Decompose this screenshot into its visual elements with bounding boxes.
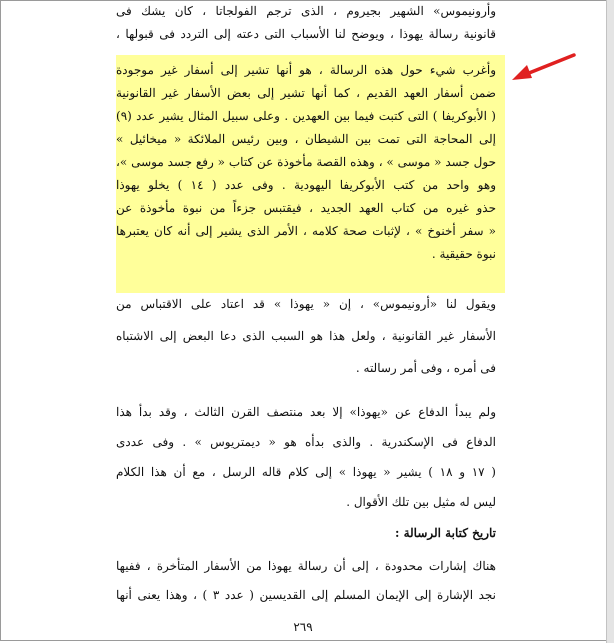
highlighted-line: ضمن أسفار العهد القديم ، كما أنها تشير إلى بعض الأسفار غير القانونية <box>116 86 496 100</box>
section-heading: تاريخ كتابة الرسالة : <box>394 526 496 540</box>
text-line: هناك إشارات محدودة ، إلى أن رسالة يهوذا من الأسفار المتأخرة ، ففيها <box>116 559 496 573</box>
highlighted-line: نبوة حقيقية . <box>431 247 496 261</box>
text-line: ويقول لنا «أرونيموس» ، إن « يهوذا » قد اعتاد على الاقتباس من <box>116 297 496 311</box>
highlighted-line: إلى المحاجة التى تمت بين الشيطان ، وبين رئيس الملائكة « ميخائيل » <box>116 132 496 146</box>
highlighted-line: « سفر أخنوخ » ، لإثبات صحة كلامه ، الأمر الذى يشير إلى أنه كان يعتبرها <box>116 224 496 238</box>
highlighted-line: حذو غيره من كتاب العهد الجديد ، فيقتبس جزءاً من نبوة مأخوذة عن <box>116 201 496 215</box>
highlighted-line: وأغرب شيء حول هذه الرسالة ، هو أنها تشير إلى أسفار غير موجودة <box>116 63 496 77</box>
text-line: فى أمره ، وفى أمر رسالته . <box>355 361 496 375</box>
vertical-scrollbar[interactable] <box>606 0 614 643</box>
page-number: ٢٦٩ <box>293 620 313 634</box>
highlighted-line: حول جسد « موسى » ، وهذه القصة مأخوذة عن كتاب « رفع جسد موسى »، <box>116 155 496 169</box>
red-arrow-icon <box>510 52 578 82</box>
text-line: ( ١٧ و ١٨ ) يشير « يهوذا » إلى كلام قاله الرسل ، مع أن هذا الكلام <box>116 465 496 479</box>
highlighted-line: وهو واحد من كتب الأبوكريفا اليهودية . وفى عدد ( ١٤ ) يخلو يهوذا <box>116 178 496 192</box>
text-line: ليس له مثيل بين تلك الأقوال . <box>346 495 496 509</box>
text-line: الدفاع فى الإسكندرية . والذى بدأه هو « ديمتريوس » . وفى عددى <box>116 435 496 449</box>
text-line: نجد الإشارة إلى الإيمان المسلم إلى القديسين ( عدد ٣ ) ، وهذا يعنى أنها <box>116 588 496 602</box>
text-line: الأسفار غير القانونية ، ولعل هذا هو السبب الذى دعا البعض إلى الاشتباه <box>116 329 496 343</box>
text-line: وأرونيموس» الشهير بجيروم ، الذى ترجم الفولجاتا ، كان يشك فى <box>116 4 496 18</box>
text-line: ولم يبدأ الدفاع عن «يهوذا» إلا بعد منتصف القرن الثالث ، وقد بدأ هذا <box>116 405 496 419</box>
highlighted-line: ( الأبوكريفا ) التى كتبت فيما بين العهدين . وعلى سبيل المثال يشير عدد (٩) <box>116 109 496 123</box>
text-line: قانونية رسالة يهوذا ، ويوضح لنا الأسباب التى دعته إلى التردد فى قبولها ، <box>116 27 496 41</box>
